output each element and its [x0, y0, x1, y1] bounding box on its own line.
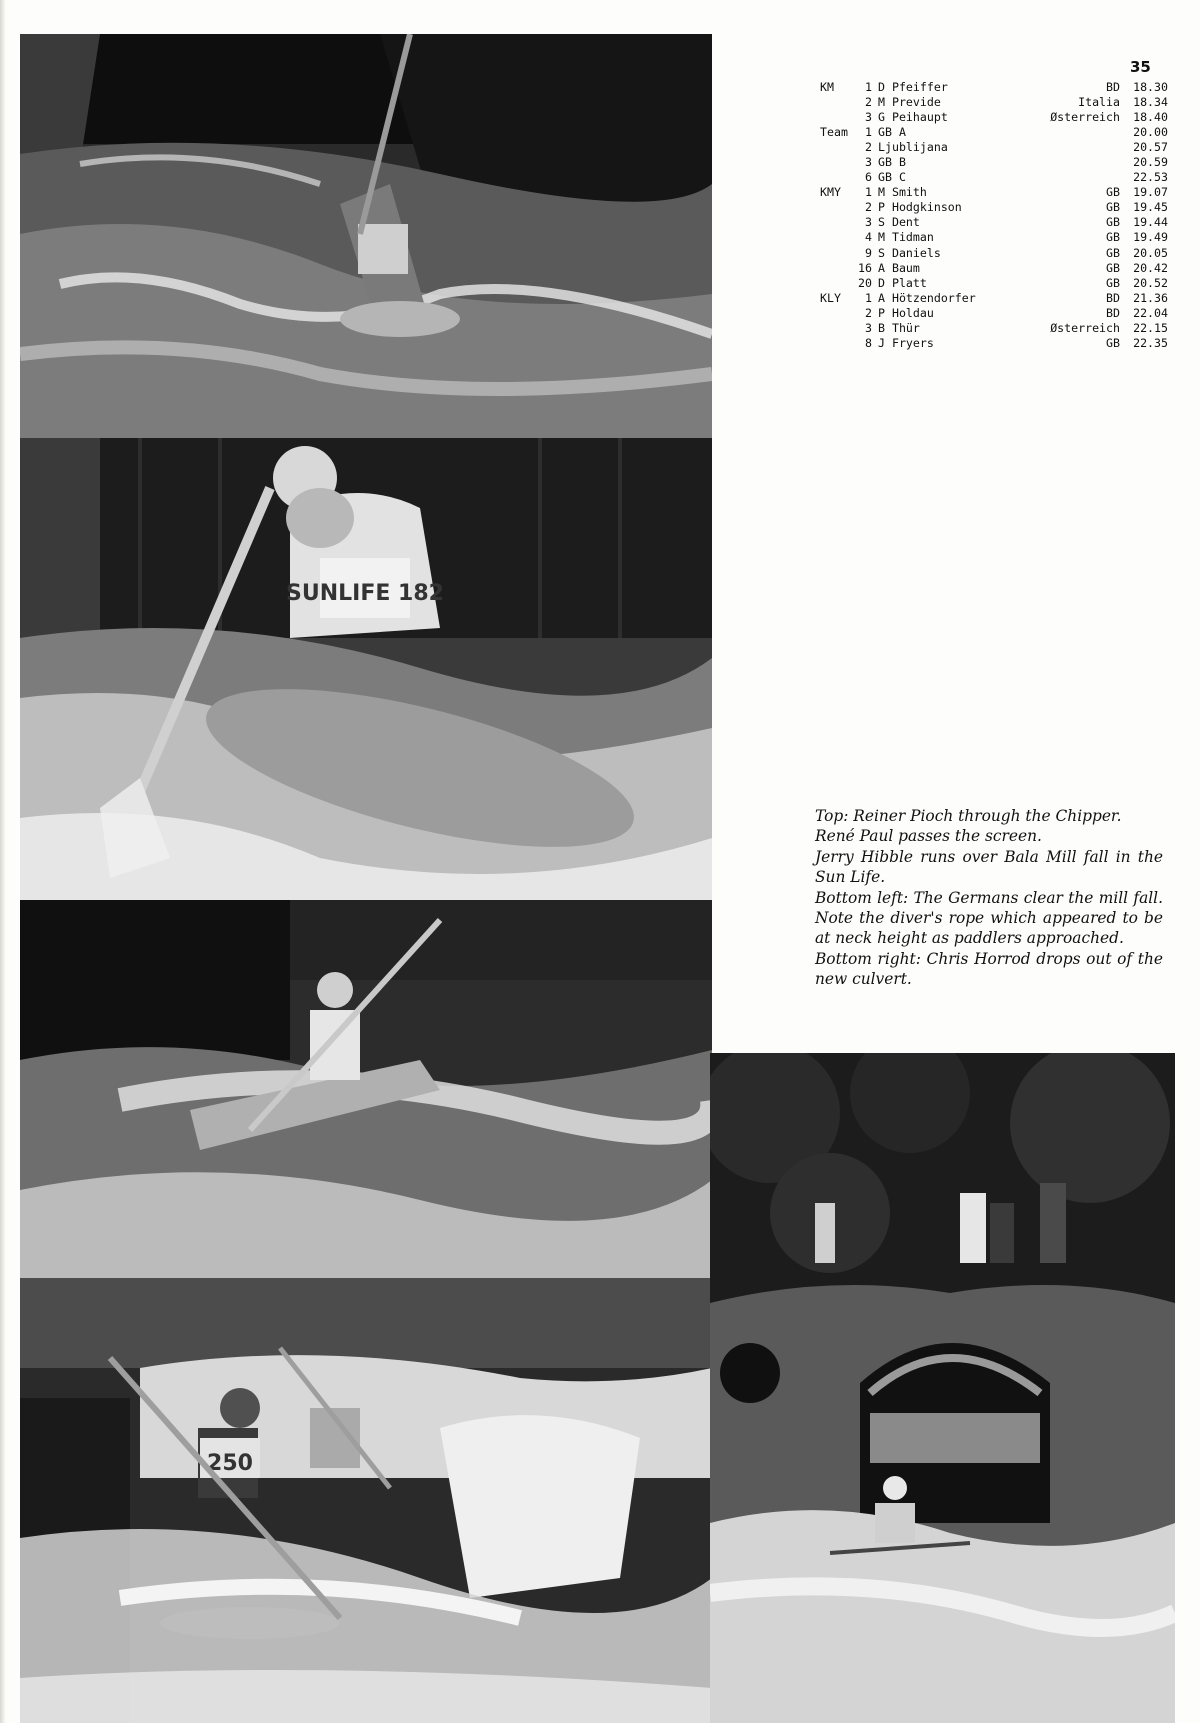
result-row [820, 336, 1168, 351]
country-cell: GB [1106, 245, 1120, 260]
time-cell: 22.04 [1133, 305, 1168, 320]
result-row [820, 261, 1168, 276]
position-cell: 4 [865, 230, 872, 245]
country-cell: Italia [1078, 95, 1120, 110]
result-row [820, 276, 1168, 291]
time-cell: 22.35 [1133, 335, 1168, 350]
page-edge [0, 0, 6, 1723]
result-row [820, 230, 1168, 245]
result-row [820, 306, 1168, 321]
competitor-name: P Holdau [878, 305, 934, 320]
time-cell: 19.44 [1133, 215, 1168, 230]
country-cell: GB [1106, 275, 1120, 290]
time-cell: 19.07 [1133, 185, 1168, 200]
competitor-name: B Thür [878, 320, 920, 335]
result-row [820, 321, 1168, 336]
position-cell: 16 [858, 260, 872, 275]
photo-bala-mill-sunlife [20, 438, 712, 902]
time-cell: 19.49 [1133, 230, 1168, 245]
position-cell: 20 [858, 275, 872, 290]
time-cell: 18.30 [1133, 80, 1168, 94]
competitor-name: S Daniels [878, 245, 941, 260]
result-row [820, 170, 1168, 185]
competitor-name: A Baum [878, 260, 920, 275]
result-row [820, 185, 1168, 200]
time-cell: 20.52 [1133, 275, 1168, 290]
position-cell: 8 [865, 335, 872, 350]
competitor-name: S Dent [878, 215, 920, 230]
position-cell: 2 [865, 140, 872, 155]
country-cell: Østerreich [1050, 320, 1120, 335]
time-cell: 22.15 [1133, 320, 1168, 335]
time-cell: 18.34 [1133, 95, 1168, 110]
position-cell: 2 [865, 200, 872, 215]
competitor-name: G Peihaupt [878, 110, 948, 125]
photo-screen-pass [20, 900, 712, 1278]
position-cell: 1 [865, 185, 872, 200]
competitor-name: M Tidman [878, 230, 934, 245]
caption-line: Top: Reiner Pioch through the Chipper. [815, 807, 1122, 825]
time-cell: 19.45 [1133, 200, 1168, 215]
position-cell: 3 [865, 110, 872, 125]
caption-line: Bottom left: The Germans clear the mill fall. Note the diver's rope which appeared to be at neck height as paddlers approached. [815, 888, 1163, 948]
class-cell: KMY [820, 185, 841, 200]
time-cell: 20.42 [1133, 260, 1168, 275]
competitor-name: D Platt [878, 275, 927, 290]
competitor-name: P Hodgkinson [878, 200, 962, 215]
bib-text-250: 250 [207, 1451, 253, 1476]
competitor-name: D Pfeiffer [878, 80, 948, 94]
caption-line: René Paul passes the screen. [815, 827, 1042, 846]
country-cell: GB [1106, 260, 1120, 275]
position-cell: 1 [865, 80, 872, 94]
position-cell: 1 [865, 125, 872, 140]
caption-line: Bottom right: Chris Horrod drops out of the new culvert. [815, 949, 1163, 989]
result-row [820, 125, 1168, 140]
position-cell: 3 [865, 155, 872, 170]
competitor-name: M Previde [878, 95, 941, 110]
page-number: 35 [1130, 58, 1151, 76]
country-cell: GB [1106, 230, 1120, 245]
bib-text-182: SUNLIFE 182 [286, 581, 444, 606]
class-cell: Team [820, 125, 848, 140]
country-cell: Østerreich [1050, 110, 1120, 125]
time-cell: 22.53 [1133, 170, 1168, 185]
time-cell: 20.57 [1133, 140, 1168, 155]
caption-line: Jerry Hibble runs over Bala Mill fall in the Sun Life. [815, 847, 1163, 887]
time-cell: 20.05 [1133, 245, 1168, 260]
country-cell: GB [1106, 335, 1120, 350]
country-cell: GB [1106, 215, 1120, 230]
competitor-name: Ljublijana [878, 140, 948, 155]
photo-chipper [20, 34, 712, 440]
photo-culvert [710, 1053, 1175, 1723]
result-row [820, 155, 1168, 170]
competitor-name: GB A [878, 125, 906, 140]
position-cell: 3 [865, 215, 872, 230]
time-cell: 21.36 [1133, 290, 1168, 305]
position-cell: 2 [865, 305, 872, 320]
result-row [820, 80, 1168, 95]
result-row [820, 140, 1168, 155]
result-row [820, 110, 1168, 125]
results-table [820, 80, 1168, 351]
competitor-name: M Smith [878, 185, 927, 200]
photo-mill-fall-germans [20, 1278, 712, 1723]
position-cell: 1 [865, 290, 872, 305]
country-cell: GB [1106, 185, 1120, 200]
time-cell: 20.59 [1133, 155, 1168, 170]
position-cell: 3 [865, 320, 872, 335]
position-cell: 9 [865, 245, 872, 260]
result-row [820, 95, 1168, 110]
result-row [820, 246, 1168, 261]
country-cell: BD [1106, 305, 1120, 320]
photo-caption [815, 806, 1163, 990]
time-cell: 18.40 [1133, 110, 1168, 125]
result-row [820, 215, 1168, 230]
result-row [820, 291, 1168, 306]
country-cell: BD [1106, 80, 1120, 94]
class-cell: KLY [820, 290, 841, 305]
class-cell: KM [820, 80, 834, 94]
country-cell: GB [1106, 200, 1120, 215]
competitor-name: GB B [878, 155, 906, 170]
competitor-name: GB C [878, 170, 906, 185]
position-cell: 6 [865, 170, 872, 185]
country-cell: BD [1106, 290, 1120, 305]
competitor-name: J Fryers [878, 335, 934, 350]
result-row [820, 200, 1168, 215]
time-cell: 20.00 [1133, 125, 1168, 140]
competitor-name: A Hötzendorfer [878, 290, 976, 305]
position-cell: 2 [865, 95, 872, 110]
